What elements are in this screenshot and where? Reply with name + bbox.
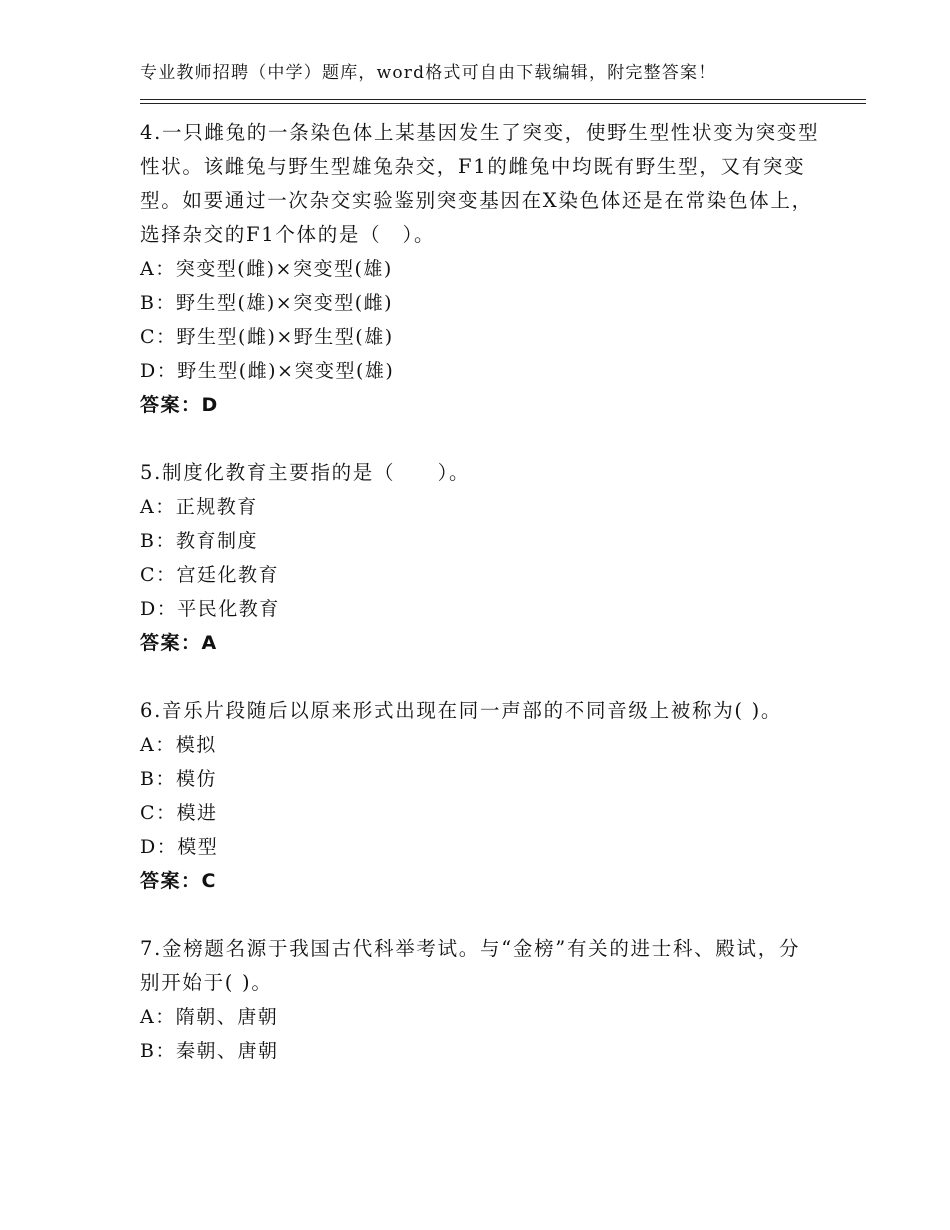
page-header: 专业教师招聘（中学）题库，word格式可自由下载编辑，附完整答案！ [140,63,717,83]
question-4 [140,116,820,422]
question-stem: 7.金榜题名源于我国古代科举考试。与“金榜”有关的进士科、殿试，分别开始于( )。 [140,937,801,994]
header-rule-thick [140,103,866,104]
option-b: B：秦朝、唐朝 [140,1040,279,1062]
option-d: D：野生型(雌)×突变型(雄) [140,360,395,382]
answer-line: 答案：D [140,394,219,416]
answer-line: 答案：A [140,632,218,654]
question-5 [140,456,820,660]
question-7 [140,932,820,1068]
header-rule-thin [140,99,866,100]
option-a: A：正规教育 [140,496,258,518]
option-d: D：平民化教育 [140,598,280,620]
option-b: B：模仿 [140,768,217,790]
question-stem: 5.制度化教育主要指的是（ ）。 [140,461,471,484]
option-c: C：模进 [140,802,218,824]
option-c: C：宫廷化教育 [140,564,280,586]
question-stem: 4.一只雌兔的一条染色体上某基因发生了突变，使野生型性状变为突变型性状。该雌兔与野生型雄兔杂交，F1的雌兔中均既有野生型，又有突变型。如要通过一次杂交实验鉴别突变基因在X染色体还是在常染色体上，选择杂交的F1个体的是（ ）。 [140,121,820,246]
option-a: A：模拟 [140,734,217,756]
question-list [140,116,820,1102]
option-c: C：野生型(雌)×野生型(雄) [140,326,394,348]
option-a: A：突变型(雌)×突变型(雄) [140,258,393,280]
option-b: B：野生型(雄)×突变型(雌) [140,292,394,314]
answer-line: 答案：C [140,870,217,892]
option-a: A：隋朝、唐朝 [140,1006,279,1028]
question-6 [140,694,820,898]
option-b: B：教育制度 [140,530,258,552]
question-stem: 6.音乐片段随后以原来形式出现在同一声部的不同音级上被称为( )。 [140,699,783,722]
option-d: D：模型 [140,836,219,858]
